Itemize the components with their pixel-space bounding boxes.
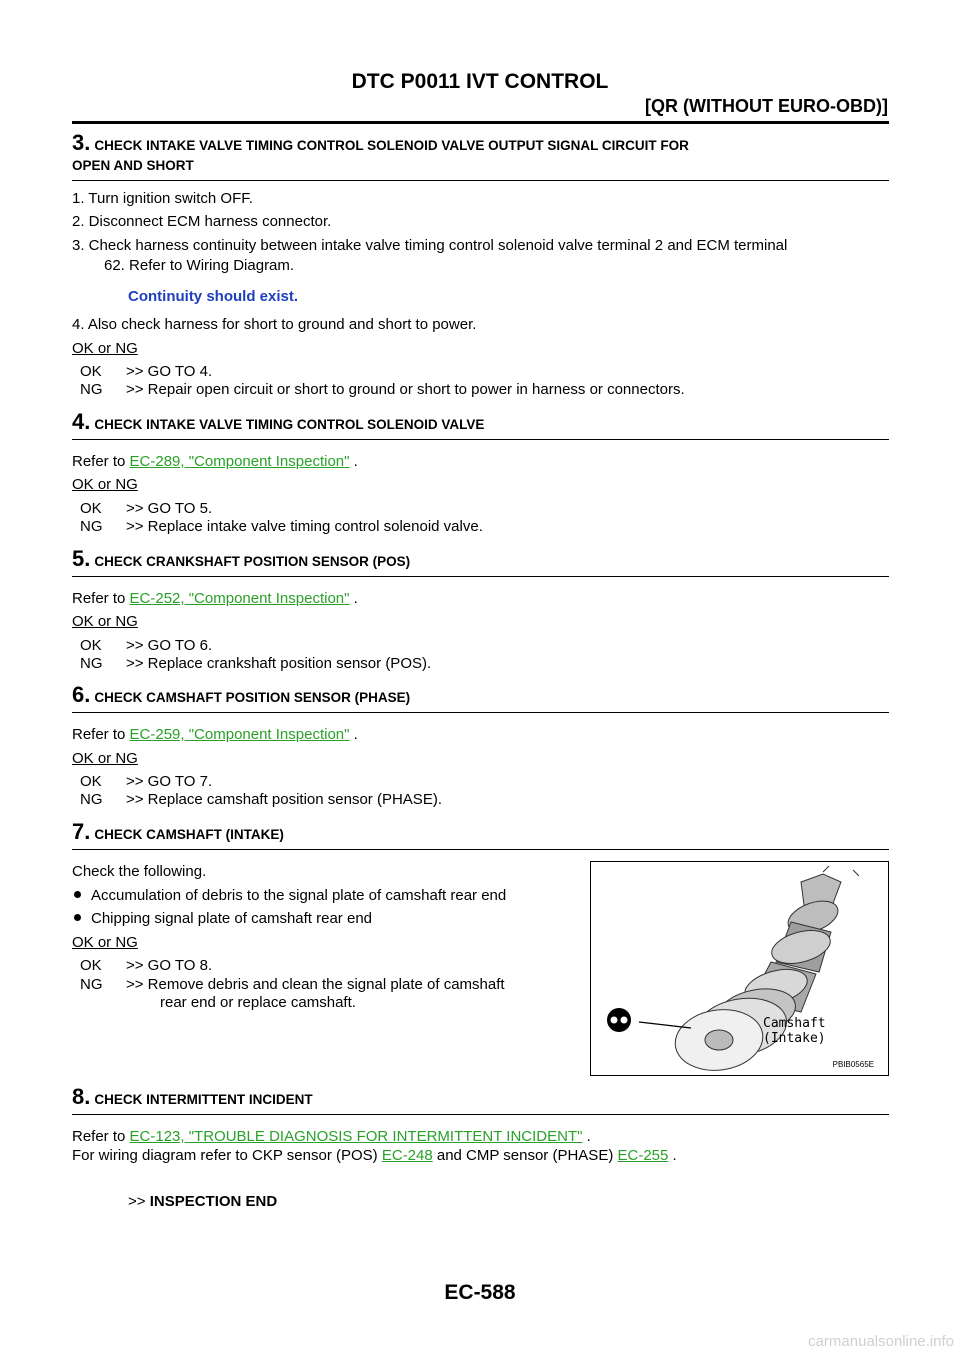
result-ng: NG >> Replace intake valve timing control solenoid valve. [80,518,483,535]
component-inspection-link[interactable]: EC-252, "Component Inspection" [129,590,350,607]
figure-code: PBIB0565E [832,1060,874,1069]
step-1: 1. Turn ignition switch OFF. [72,190,253,207]
component-inspection-link[interactable]: EC-259, "Component Inspection" [129,726,350,743]
component-inspection-link[interactable]: EC-289, "Component Inspection" [129,453,350,470]
spec-text: Continuity should exist. [128,288,299,305]
page-subtitle: [QR (WITHOUT EURO-OBD)] [645,96,888,116]
bullet-icon [74,891,81,898]
result-ng-cont: rear end or replace camshaft. [160,994,356,1011]
header-rule [72,121,889,124]
camshaft-figure [590,861,889,1076]
ckp-wiring-link[interactable]: EC-248 [381,1147,433,1164]
cmp-wiring-link[interactable]: EC-255 [617,1147,669,1164]
section-number: 3. [72,130,91,155]
ok-or-ng: OK or NG [72,476,138,493]
refer-line: Refer to EC-289, "Component Inspection" . [72,453,358,470]
section-5-heading: 5. CHECK CRANKSHAFT POSITION SENSOR (POS) [72,549,889,577]
inspection-end: >> INSPECTION END [128,1193,278,1210]
step-3-cont: 62. Refer to Wiring Diagram. [104,257,295,274]
result-ok: OK >> GO TO 4. [80,363,213,380]
wiring-line: For wiring diagram refer to CKP sensor (POS) EC-248 and CMP sensor (PHASE) EC-255 . [72,1147,677,1164]
section-8-heading: 8. CHECK INTERMITTENT INCIDENT [72,1087,889,1115]
bullet-item: Accumulation of debris to the signal plate of camshaft rear end [72,886,506,906]
watermark: carmanualsonline.info [808,1333,954,1350]
section-title-line2: OPEN AND SHORT [72,158,194,173]
result-ok: OK >> GO TO 6. [80,637,213,654]
result-ok: OK >> GO TO 5. [80,500,213,517]
section-4-heading: 4. CHECK INTAKE VALVE TIMING CONTROL SOLENOID VALVE [72,412,889,440]
result-ng: NG >> Replace camshaft position sensor (PHASE). [80,791,442,808]
check-intro: Check the following. [72,863,207,880]
step-3: 3. Check harness continuity between intake valve timing control solenoid valve terminal 2 and ECM terminal [72,237,788,254]
section-7-heading: 7. CHECK CAMSHAFT (INTAKE) [72,822,889,850]
result-ng: NG >> Replace crankshaft position sensor (POS). [80,655,432,672]
step-4: 4. Also check harness for short to ground and short to power. [72,316,477,333]
section-6-heading: 6. CHECK CAMSHAFT POSITION SENSOR (PHASE) [72,685,889,713]
ok-or-ng: OK or NG [72,934,138,951]
step-2: 2. Disconnect ECM harness connector. [72,213,332,230]
page-title: DTC P0011 IVT CONTROL [351,70,609,93]
ok-or-ng: OK or NG [72,340,138,357]
refer-line: Refer to EC-123, "TROUBLE DIAGNOSIS FOR INTERMITTENT INCIDENT" . [72,1128,591,1145]
ok-or-ng: OK or NG [72,750,138,767]
refer-line: Refer to EC-252, "Component Inspection" . [72,590,358,607]
section-3-heading [72,130,889,181]
result-ok: OK >> GO TO 7. [80,773,213,790]
figure-label: Camshaft (Intake) [763,1016,826,1046]
page-number: EC-588 [444,1281,516,1304]
intermittent-incident-link[interactable]: EC-123, "TROUBLE DIAGNOSIS FOR INTERMITTENT INCIDENT" [129,1128,583,1145]
bullet-icon [74,914,81,921]
section-title-line1: CHECK INTAKE VALVE TIMING CONTROL SOLENOID VALVE OUTPUT SIGNAL CIRCUIT FOR [94,138,689,153]
refer-line: Refer to EC-259, "Component Inspection" . [72,726,358,743]
ok-or-ng: OK or NG [72,613,138,630]
result-ng: NG >> Repair open circuit or short to ground or short to power in harness or connectors. [80,381,685,398]
result-ng: NG >> Remove debris and clean the signal plate of camshaft [80,976,505,993]
bullet-item: Chipping signal plate of camshaft rear end [72,909,372,929]
result-ok: OK >> GO TO 8. [80,957,213,974]
